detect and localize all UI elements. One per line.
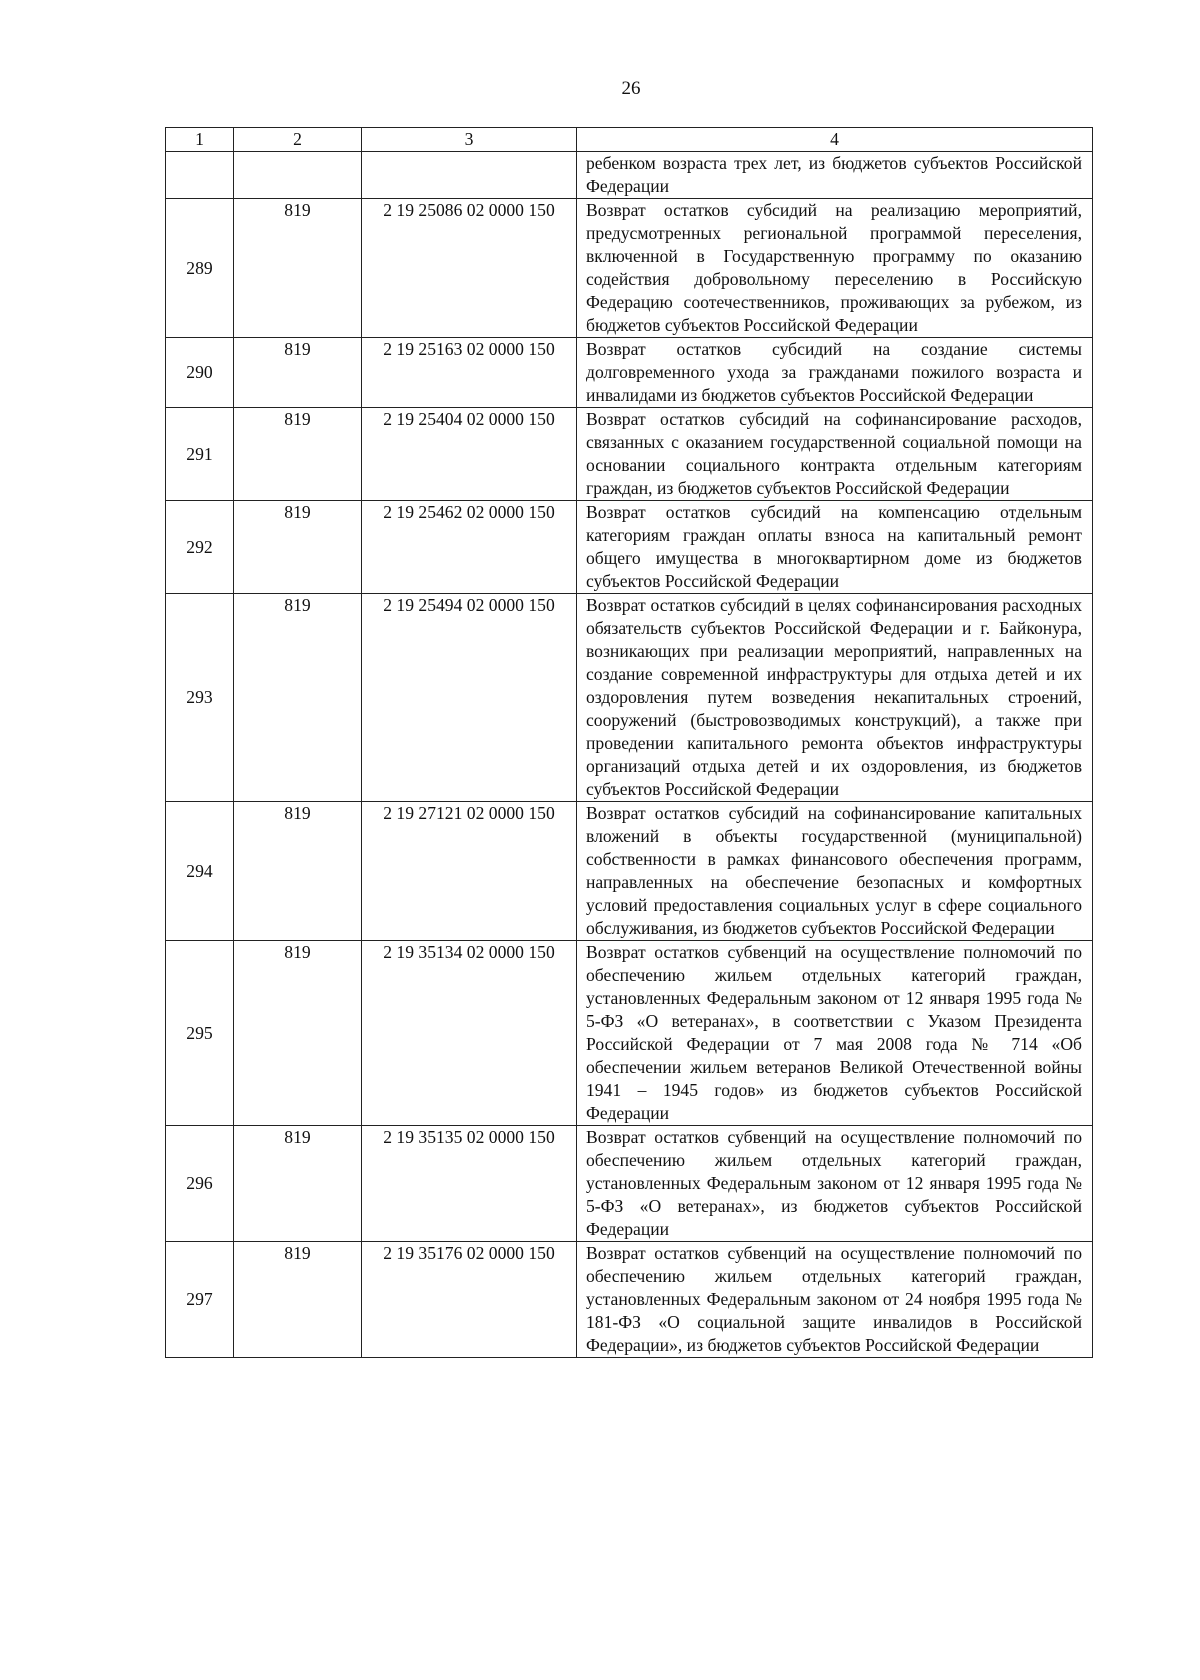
row-number: 289 (166, 199, 234, 338)
table-row (166, 338, 1093, 408)
income-description: Возврат остатков субсидий на софинансирование расходов, связанных с оказанием государственной социальной помощи на основании социального контракта отдельным категориям граждан, из бюджетов субъектов Российской Федерации (577, 408, 1093, 501)
budget-code: 2 19 25494 02 0000 150 (362, 594, 577, 802)
income-description: Возврат остатков субсидий на компенсацию отдельным категориям граждан оплаты взноса на капитальный ремонт общего имущества в многоквартирном доме из бюджетов субъектов Российской Федерации (577, 501, 1093, 594)
admin-code: 819 (234, 199, 362, 338)
income-description: Возврат остатков субсидий на софинансирование капитальных вложений в объекты государственной (муниципальной) собственности в рамках финансового обеспечения программ, направленных на обеспечение безопасных и комфортных условий предоставления социальных услуг в сфере социального обслуживания, из бюджетов субъектов Российской Федерации (577, 802, 1093, 941)
budget-code: 2 19 25086 02 0000 150 (362, 199, 577, 338)
budget-code (362, 152, 577, 199)
admin-code: 819 (234, 1126, 362, 1242)
budget-code: 2 19 25404 02 0000 150 (362, 408, 577, 501)
income-description: Возврат остатков субсидий на создание системы долговременного ухода за гражданами пожилого возраста и инвалидами из бюджетов субъектов Российской Федерации (577, 338, 1093, 408)
admin-code: 819 (234, 802, 362, 941)
admin-code (234, 152, 362, 199)
table-row (166, 199, 1093, 338)
column-header-2: 2 (234, 128, 362, 152)
income-description: Возврат остатков субсидий на реализацию мероприятий, предусмотренных региональной программой переселения, включенной в Государственную программу по оказанию содействия добровольному переселению в Российскую Федерацию соотечественников, проживающих за рубежом, из бюджетов субъектов Российской Федерации (577, 199, 1093, 338)
table-row (166, 941, 1093, 1126)
budget-code: 2 19 25163 02 0000 150 (362, 338, 577, 408)
budget-code: 2 19 35176 02 0000 150 (362, 1242, 577, 1358)
admin-code: 819 (234, 338, 362, 408)
admin-code: 819 (234, 501, 362, 594)
table-row (166, 501, 1093, 594)
table-header-row (166, 128, 1093, 152)
row-number: 297 (166, 1242, 234, 1358)
row-number: 295 (166, 941, 234, 1126)
column-header-4: 4 (577, 128, 1093, 152)
income-description: Возврат остатков субвенций на осуществление полномочий по обеспечению жильем отдельных категорий граждан, установленных Федеральным законом от 24 ноября 1995 года № 181-ФЗ «О социальной защите инвалидов в Российской Федерации», из бюджетов субъектов Российской Федерации (577, 1242, 1093, 1358)
row-number (166, 152, 234, 199)
table-row (166, 408, 1093, 501)
table-row (166, 594, 1093, 802)
table-row (166, 1126, 1093, 1242)
budget-code: 2 19 35134 02 0000 150 (362, 941, 577, 1126)
budget-table (165, 127, 1093, 1358)
admin-code: 819 (234, 594, 362, 802)
column-header-3: 3 (362, 128, 577, 152)
row-number: 294 (166, 802, 234, 941)
row-number: 296 (166, 1126, 234, 1242)
income-description: ребенком возраста трех лет, из бюджетов субъектов Российской Федерации (577, 152, 1093, 199)
continuation-row (166, 152, 1093, 199)
admin-code: 819 (234, 1242, 362, 1358)
page-number: 26 (621, 78, 641, 99)
row-number: 291 (166, 408, 234, 501)
income-description: Возврат остатков субвенций на осуществление полномочий по обеспечению жильем отдельных категорий граждан, установленных Федеральным законом от 12 января 1995 года № 5-ФЗ «О ветеранах», в соответствии с Указом Президента Российской Федерации от 7 мая 2008 года № 714 «Об обеспечении жильем ветеранов Великой Отечественной войны 1941 – 1945 годов» из бюджетов субъектов Российской Федерации (577, 941, 1093, 1126)
income-description: Возврат остатков субсидий в целях софинансирования расходных обязательств субъектов Российской Федерации и г. Байконура, возникающих при реализации мероприятий, направленных на создание современной инфраструктуры для отдыха детей и их оздоровления путем возведения некапитальных строений, сооружений (быстровозводимых конструкций), а также при проведении капитального ремонта объектов инфраструктуры организаций отдыха детей и их оздоровления, из бюджетов субъектов Российской Федерации (577, 594, 1093, 802)
table-row (166, 1242, 1093, 1358)
budget-code: 2 19 27121 02 0000 150 (362, 802, 577, 941)
table-row (166, 802, 1093, 941)
income-description: Возврат остатков субвенций на осуществление полномочий по обеспечению жильем отдельных категорий граждан, установленных Федеральным законом от 12 января 1995 года № 5-ФЗ «О ветеранах», из бюджетов субъектов Российской Федерации (577, 1126, 1093, 1242)
budget-code: 2 19 25462 02 0000 150 (362, 501, 577, 594)
row-number: 293 (166, 594, 234, 802)
row-number: 290 (166, 338, 234, 408)
row-number: 292 (166, 501, 234, 594)
budget-code: 2 19 35135 02 0000 150 (362, 1126, 577, 1242)
column-header-1: 1 (166, 128, 234, 152)
admin-code: 819 (234, 408, 362, 501)
admin-code: 819 (234, 941, 362, 1126)
